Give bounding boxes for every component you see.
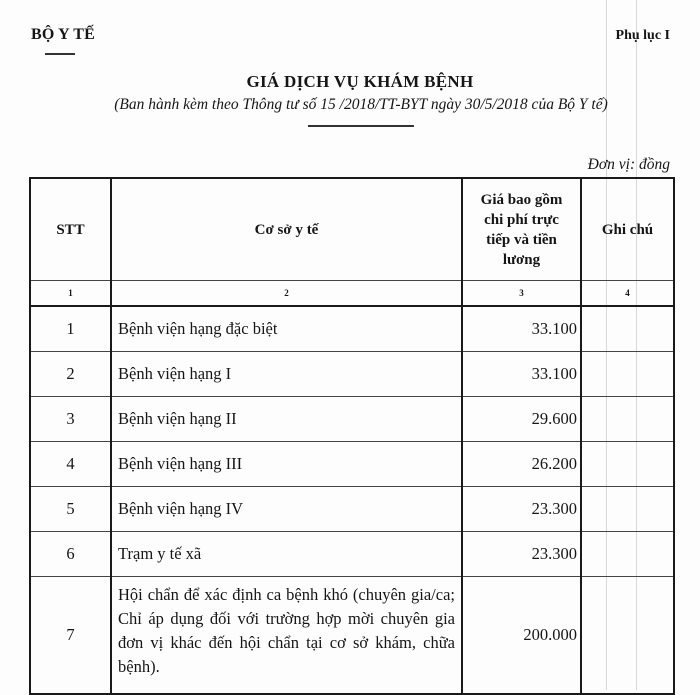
row-price: 200.000 <box>462 577 581 695</box>
column-number-row <box>30 281 674 307</box>
appendix-label: Phụ lục I <box>615 28 670 43</box>
row-facility: Bệnh viện hạng I <box>111 352 462 397</box>
table-row <box>30 487 674 532</box>
unit-label: Đơn vị: đồng <box>587 156 670 173</box>
table-row <box>30 397 674 442</box>
row-note <box>581 577 674 695</box>
row-note <box>581 352 674 397</box>
row-note <box>581 397 674 442</box>
row-stt: 4 <box>30 442 111 487</box>
table-row <box>30 577 674 695</box>
price-table <box>29 177 675 695</box>
row-price: 26.200 <box>462 442 581 487</box>
row-facility: Trạm y tế xã <box>111 532 462 577</box>
column-header-stt: STT <box>30 178 111 281</box>
row-price: 33.100 <box>462 352 581 397</box>
row-price: 23.300 <box>462 487 581 532</box>
row-price: 23.300 <box>462 532 581 577</box>
row-note <box>581 306 674 352</box>
row-facility: Bệnh viện hạng IV <box>111 487 462 532</box>
row-price: 29.600 <box>462 397 581 442</box>
row-stt: 6 <box>30 532 111 577</box>
row-stt: 7 <box>30 577 111 695</box>
row-facility: Bệnh viện hạng đặc biệt <box>111 306 462 352</box>
row-note <box>581 442 674 487</box>
issuing-agency: BỘ Y TẾ <box>31 26 95 43</box>
row-facility: Bệnh viện hạng II <box>111 397 462 442</box>
agency-underline <box>45 53 75 55</box>
column-header-note: Ghi chú <box>581 178 674 281</box>
column-number: 2 <box>111 281 462 307</box>
row-price: 33.100 <box>462 306 581 352</box>
column-number: 4 <box>581 281 674 307</box>
column-header-facility: Cơ sở y tế <box>111 178 462 281</box>
row-note <box>581 532 674 577</box>
row-facility: Hội chẩn để xác định ca bệnh khó (chuyên gia/ca; Chỉ áp dụng đối với trường hợp mời chuyên gia đơn vị khác đến hội chẩn tại cơ sở khám, chữa bệnh). <box>111 577 462 695</box>
row-stt: 1 <box>30 306 111 352</box>
table-row <box>30 306 674 352</box>
row-note <box>581 487 674 532</box>
table-row <box>30 532 674 577</box>
subtitle-underline <box>308 125 414 127</box>
column-number: 1 <box>30 281 111 307</box>
row-stt: 2 <box>30 352 111 397</box>
table-row <box>30 442 674 487</box>
document-title: GIÁ DỊCH VỤ KHÁM BỆNH <box>246 72 474 91</box>
table-header-row <box>30 178 674 281</box>
table-row <box>30 352 674 397</box>
column-number: 3 <box>462 281 581 307</box>
row-facility: Bệnh viện hạng III <box>111 442 462 487</box>
row-stt: 3 <box>30 397 111 442</box>
document-subtitle: (Ban hành kèm theo Thông tư số 15 /2018/TT-BYT ngày 30/5/2018 của Bộ Y tế) <box>114 96 608 113</box>
column-header-price: Giá bao gồm chi phí trực tiếp và tiền lương <box>462 178 581 281</box>
row-stt: 5 <box>30 487 111 532</box>
